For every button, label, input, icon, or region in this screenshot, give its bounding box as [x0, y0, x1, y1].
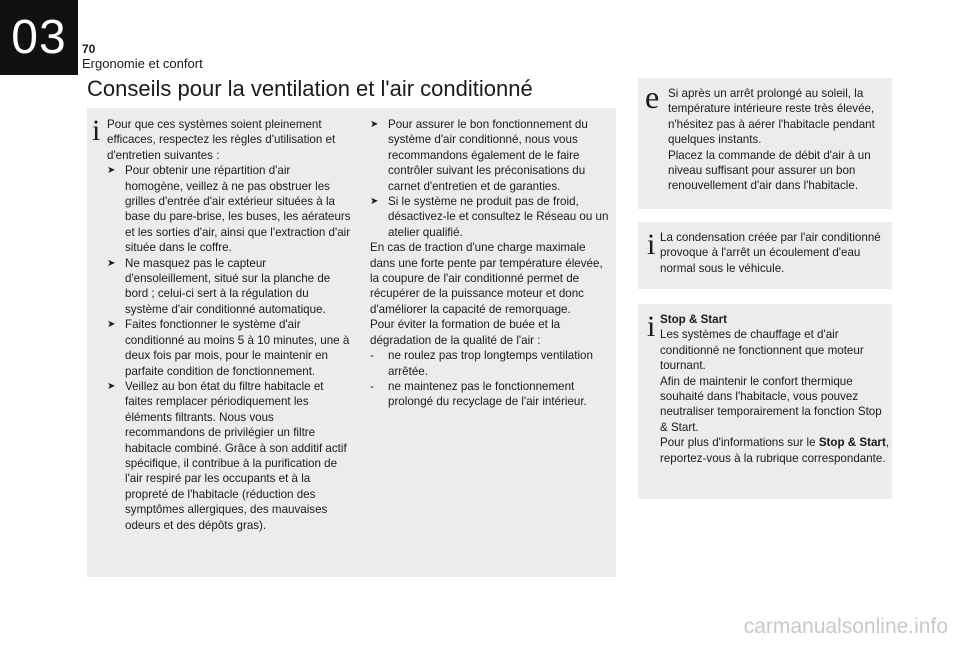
list-item: ➤ Si le système ne produit pas de froid, désactivez-le et consultez le Réseau ou un atelier qualifié. — [370, 195, 609, 239]
list-item: - ne maintenez pas le fonctionnement prolongé du recyclage de l'air intérieur. — [370, 379, 587, 409]
left-column — [107, 117, 351, 533]
eco-text-1: Si après un arrêt prolongé au soleil, la température intérieure reste très élevée, n'hésitez pas à aérer l'habitacle pendant quelques instants. — [668, 87, 875, 147]
intro-text: Pour que ces systèmes soient pleinement efficaces, respectez les règles d'utilisation et d'entretien suivantes : — [107, 118, 336, 162]
eco-icon: e — [645, 79, 660, 115]
list-item: - ne roulez pas trop longtemps ventilation arrêtée. — [370, 349, 593, 378]
page-title: Conseils pour la ventilation et l'air conditionné — [87, 76, 533, 101]
stop-start-text-3: Pour plus d'informations sur le Stop & Start, reportez-vous à la rubrique correspondante. — [660, 436, 890, 465]
watermark: carmanualsonline.info — [743, 615, 948, 638]
condensation-box — [638, 222, 892, 289]
arrow-bullet-icon: ➤ — [370, 119, 379, 130]
ventilation-tips-box — [87, 108, 616, 577]
stop-start-link: Stop & Start — [818, 436, 886, 450]
eco-text-2: Placez la commande de débit d'air à un niveau suffisant pour assurer un bon renouvellement d'air dans l'habitacle. — [668, 148, 871, 193]
chapter-tab — [0, 0, 78, 75]
arrow-bullet-icon: ➤ — [107, 319, 116, 331]
chapter-title: Ergonomie et confort — [82, 56, 203, 71]
info-icon: i — [647, 310, 656, 343]
list-item: ➤ Veillez au bon état du filtre habitacle et faites remplacer périodiquement les éléments filtrants. Nous vous recommandons de privilégier un filtre habitacle combiné. Grâce à son additif actif spécifique, il contribue à la purification de l'air respiré par les occupants et à la propreté de l'habitacle (réduction des symptômes allergiques, des mauvaises odeurs et des dépôts gras). — [107, 379, 347, 532]
chapter-number: 03 — [11, 11, 67, 64]
stop-start-box — [638, 304, 892, 499]
list-item: ➤ Pour assurer le bon fonctionnement du système d'air conditionné, nous vous recommandons également de le faire contrôler suivant les préconisations du carnet d'entretien et de garanties. — [370, 118, 588, 193]
traction-text: En cas de traction d'une charge maximale dans une forte pente par température élevée, la coupure de l'air conditionné permet de récupérer de la puissance moteur et donc d'améliorer la capacité de remorquage. — [370, 241, 603, 316]
list-item: ➤ Pour obtenir une répartition d'air homogène, veillez à ne pas obstruer les grilles d'entrée d'air extérieur situées à la base du pare-brise, les buses, les aérateurs et les sorties d'air, ainsi que l'extraction d'air située dans le coffre. — [107, 164, 351, 255]
page-number: 70 — [82, 42, 96, 56]
stop-start-text-2: Afin de maintenir le confort thermique souhaité dans l'habitacle, vous pouvez neutraliser temporairement la fonction Stop & Start. — [660, 374, 882, 434]
info-icon: i — [647, 228, 656, 261]
stop-start-text-1: Les systèmes de chauffage et d'air conditionné ne fonctionnent que moteur tournant. — [660, 328, 864, 373]
list-item: ➤ Ne masquez pas le capteur d'ensoleillement, situé sur la planche de bord ; celui-ci sert à la régulation du système d'air conditionné automatique. — [107, 256, 331, 316]
eco-tip-box — [638, 78, 892, 209]
fog-text: Pour éviter la formation de buée et la dégradation de la qualité de l'air : — [370, 318, 561, 347]
list-item: ➤ Faites fonctionner le système d'air conditionné au moins 5 à 10 minutes, une à deux fois par mois, pour le maintenir en parfaite condition de fonctionnement. — [107, 318, 350, 378]
stop-start-heading: Stop & Start — [660, 313, 727, 326]
arrow-bullet-icon: ➤ — [107, 380, 116, 392]
arrow-bullet-icon: ➤ — [107, 165, 116, 177]
right-column — [370, 117, 612, 410]
arrow-bullet-icon: ➤ — [107, 257, 116, 269]
info-icon: i — [92, 114, 101, 147]
arrow-bullet-icon: ➤ — [370, 196, 379, 208]
condensation-text: La condensation créée par l'air conditionné provoque à l'arrêt un écoulement d'eau normal sous le véhicule. — [660, 231, 881, 275]
